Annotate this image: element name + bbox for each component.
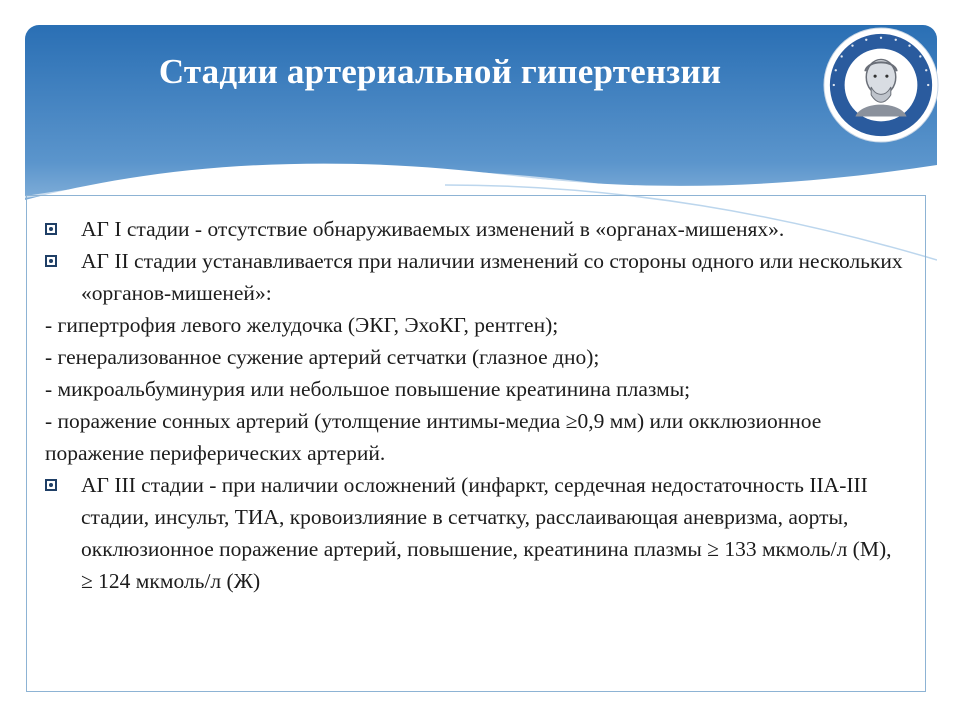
content-body xyxy=(45,213,905,597)
list-item-microalbuminuria: - микроальбуминурия или небольшое повышение креатинина плазмы; xyxy=(45,377,691,401)
bullet-stage-2-text: АГ II стадии устанавливается при наличии изменений со стороны одного или нескольких «органов-мишеней»: xyxy=(81,249,903,305)
bullet-stage-3 xyxy=(45,469,905,597)
square-bullet-icon xyxy=(45,223,57,235)
bullet-stage-1 xyxy=(45,213,905,245)
square-bullet-icon xyxy=(45,255,57,267)
foundation-logo-icon xyxy=(822,26,940,144)
list-item-retinal-narrowing: - генерализованное сужение артерий сетчатки (глазное дно); xyxy=(45,345,600,369)
bullet-stage-3-text: АГ III стадии - при наличии осложнений (инфаркт, сердечная недостаточность IIA-III стадии, инсульт, ТИА, кровоизлияние в сетчатку, расслаивающая аневризма, аорты, окклюзионное поражение артерий, повышение, креатинина плазмы ≥ 133 мкмоль/л (М), ≥ 124 мкмоль/л (Ж) xyxy=(81,473,892,593)
list-item-carotid-lesion: - поражение сонных артерий (утолщение интимы-медиа ≥0,9 мм) или окклюзионное поражение периферических артерий. xyxy=(45,409,822,465)
list-item-lv-hypertrophy: - гипертрофия левого желудочка (ЭКГ, ЭхоКГ, рентген); xyxy=(45,313,559,337)
bullet-stage-1-text: АГ I стадии - отсутствие обнаруживаемых изменений в «органах-мишенях». xyxy=(81,217,785,241)
square-bullet-icon xyxy=(45,479,57,491)
slide-title: Стадии артериальной гипертензии xyxy=(158,52,722,91)
bullet-stage-2 xyxy=(45,245,905,309)
